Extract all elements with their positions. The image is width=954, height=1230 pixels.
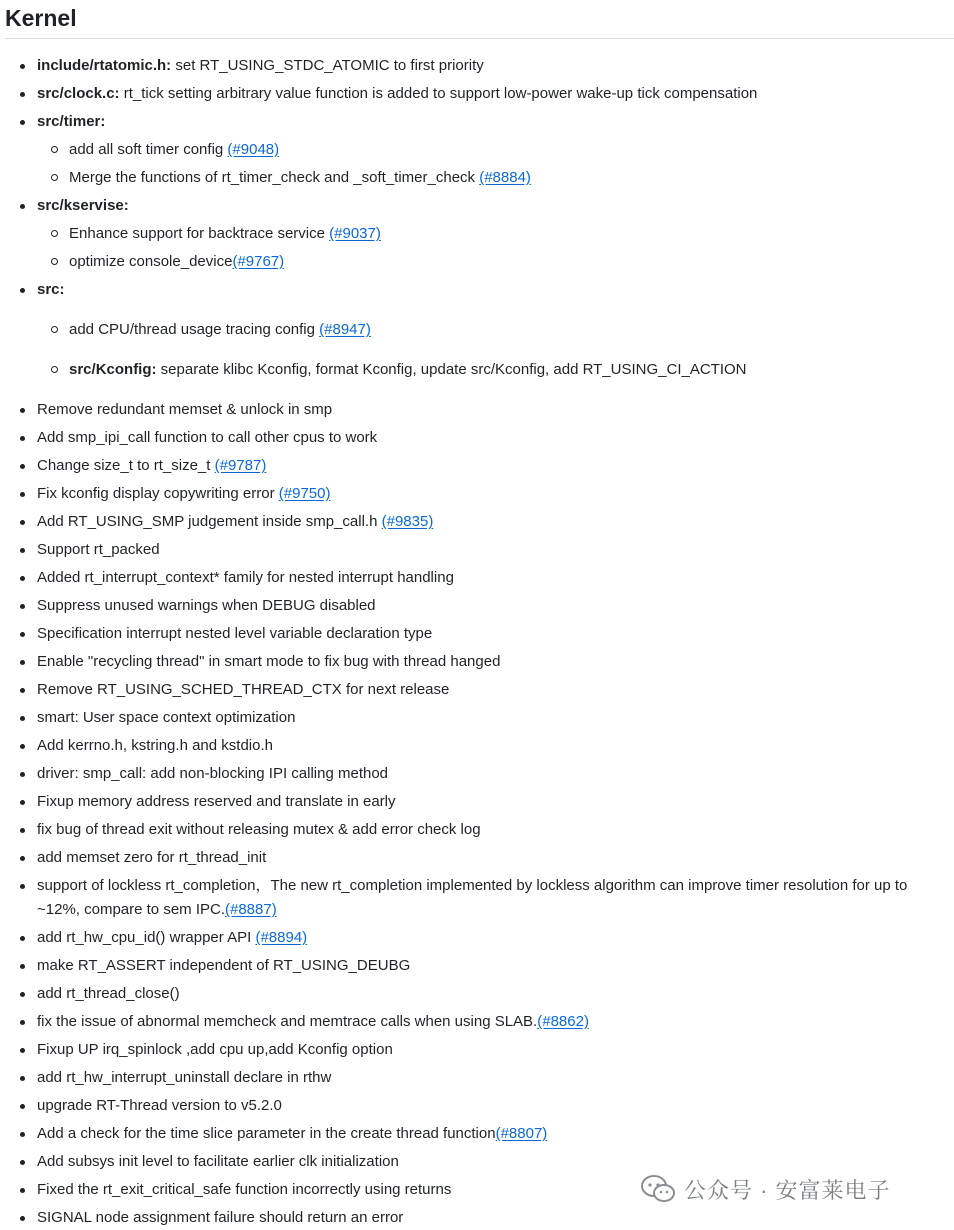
item-text: rt_tick setting arbitrary value function is added to support low-power wake-up tick compensation [119, 85, 758, 102]
bullet-disc [20, 1160, 25, 1165]
list-item [5, 1150, 954, 1174]
section-title: Kernel [5, 5, 77, 31]
list-item [5, 926, 954, 950]
list-item [5, 1066, 954, 1090]
list-item [5, 1038, 954, 1062]
item-text: separate klibc Kconfig, format Kconfig, update src/Kconfig, add RT_USING_CI_ACTION [156, 361, 747, 378]
list-item [5, 594, 954, 618]
list-item [5, 1206, 954, 1230]
item-text: add memset zero for rt_thread_init [37, 849, 267, 866]
list-item [5, 110, 954, 190]
item-text: Enable "recycling thread" in smart mode to fix bug with thread hanged [37, 653, 501, 670]
list-item [5, 954, 954, 978]
bullet-disc [20, 772, 25, 777]
item-text: Suppress unused warnings when DEBUG disabled [37, 597, 376, 614]
bullet-disc [20, 288, 25, 293]
pr-link[interactable]: (#9750) [278, 485, 331, 502]
watermark-text: 公众号 · 安富莱电子 [684, 1177, 891, 1203]
item-text: add all soft timer config [69, 141, 228, 158]
list-item [5, 1094, 954, 1118]
sub-list-item [37, 166, 954, 190]
list-item [5, 454, 954, 478]
bullet-circle [51, 258, 58, 265]
item-text: driver: smp_call: add non-blocking IPI calling method [37, 765, 389, 782]
pr-link[interactable]: (#8862) [537, 1013, 589, 1030]
list-item [5, 538, 954, 562]
bullet-disc [20, 492, 25, 497]
item-text: Fixup UP irq_spinlock ,add cpu up,add Kconfig option [37, 1041, 393, 1058]
bullet-disc [20, 1188, 25, 1193]
watermark [640, 1172, 891, 1206]
item-text: Support rt_packed [37, 541, 160, 558]
bullet-disc [20, 576, 25, 581]
item-text: optimize console_device [69, 253, 233, 270]
list-item [5, 1010, 954, 1034]
list-item [5, 398, 954, 422]
sub-list-item [37, 318, 954, 342]
item-text: fix bug of thread exit without releasing mutex & add error check log [37, 821, 481, 838]
pr-link[interactable]: (#9037) [329, 225, 381, 242]
sub-list-item [37, 358, 954, 382]
sub-list-item [37, 138, 954, 162]
list-item [5, 194, 954, 274]
pr-link[interactable]: (#8884) [479, 169, 531, 186]
bullet-disc [20, 1132, 25, 1137]
sub-list-item [37, 250, 954, 274]
sub-list [37, 318, 954, 382]
list-item [5, 54, 954, 78]
item-path: include/rtatomic.h: [37, 57, 172, 74]
bullet-circle [51, 366, 58, 373]
title-divider [5, 38, 954, 39]
list-item [5, 510, 954, 534]
bullet-disc [20, 64, 25, 69]
pr-link[interactable]: (#9048) [227, 141, 280, 158]
bullet-disc [20, 884, 25, 889]
bullet-disc [20, 408, 25, 413]
bullet-disc [20, 688, 25, 693]
list-item [5, 982, 954, 1006]
item-text: Change size_t to rt_size_t [37, 457, 215, 474]
list-item [5, 278, 954, 382]
bullet-disc [20, 520, 25, 525]
list-item [5, 650, 954, 674]
bullet-disc [20, 744, 25, 749]
bullet-disc [20, 604, 25, 609]
list-item [5, 706, 954, 730]
item-text: SIGNAL node assignment failure should return an error [37, 1209, 404, 1226]
wechat-icon [640, 1174, 676, 1204]
bullet-disc [20, 464, 25, 469]
bullet-circle [51, 326, 58, 333]
bullet-disc [20, 660, 25, 665]
bullet-disc [20, 856, 25, 861]
item-text: add rt_hw_cpu_id() wrapper API [37, 929, 256, 946]
bullet-disc [20, 436, 25, 441]
pr-link[interactable]: (#9787) [214, 457, 267, 474]
list-item [5, 82, 954, 106]
pr-link[interactable]: (#8894) [255, 929, 308, 946]
bullet-disc [20, 632, 25, 637]
list-item [5, 1122, 954, 1146]
list-item [5, 762, 954, 786]
bullet-disc [20, 120, 25, 125]
item-text: Fixed the rt_exit_critical_safe function incorrectly using returns [37, 1181, 452, 1198]
item-path: src/timer: [37, 113, 106, 130]
item-text: Fix kconfig display copywriting error [37, 485, 279, 502]
sub-list [37, 138, 954, 190]
item-text: Add RT_USING_SMP judgement inside smp_call.h [37, 513, 382, 530]
item-text: Enhance support for backtrace service [69, 225, 330, 242]
item-text: Specification interrupt nested level variable declaration type [37, 625, 433, 642]
bullet-disc [20, 936, 25, 941]
bullet-disc [20, 964, 25, 969]
pr-link[interactable]: (#8947) [319, 321, 371, 338]
bullet-disc [20, 204, 25, 209]
item-text: Added rt_interrupt_context* family for nested interrupt handling [37, 569, 454, 586]
list-item [5, 678, 954, 702]
item-text: Remove RT_USING_SCHED_THREAD_CTX for next release [37, 681, 450, 698]
list-item [5, 482, 954, 506]
item-path: src/kservise: [37, 197, 129, 214]
list-item [5, 818, 954, 842]
list-item [5, 622, 954, 646]
item-text: Merge the functions of rt_timer_check and _soft_timer_check [69, 169, 480, 186]
sub-list [37, 222, 954, 274]
item-text: set RT_USING_STDC_ATOMIC to first priority [171, 57, 484, 74]
item-text: Add kerrno.h, kstring.h and kstdio.h [37, 737, 273, 754]
sub-list-item [37, 222, 954, 246]
list-item [5, 846, 954, 870]
bullet-disc [20, 548, 25, 553]
bullet-disc [20, 828, 25, 833]
item-text: support of lockless rt_completion，The new rt_completion implemented by lockless algorithm can improve timer resolution for up to ~12%, compare to sem IPC. [37, 877, 908, 918]
bullet-disc [20, 92, 25, 97]
item-text: smart: User space context optimization [37, 709, 296, 726]
bullet-disc [20, 992, 25, 997]
pr-link[interactable]: (#9835) [381, 513, 434, 530]
bullet-circle [51, 230, 58, 237]
bullet-circle [51, 174, 58, 181]
list-item [5, 874, 954, 922]
list-item [5, 734, 954, 758]
item-text: fix the issue of abnormal memcheck and memtrace calls when using SLAB. [37, 1013, 538, 1030]
list-item [5, 790, 954, 814]
bullet-disc [20, 1076, 25, 1081]
pr-link[interactable]: (#9767) [232, 253, 285, 270]
item-text: Add a check for the time slice parameter in the create thread function [37, 1125, 496, 1142]
item-text: make RT_ASSERT independent of RT_USING_DEUBG [37, 957, 411, 974]
item-text: Fixup memory address reserved and translate in early [37, 793, 396, 810]
list-item [5, 426, 954, 450]
kernel-change-list [5, 54, 954, 1230]
item-text: add CPU/thread usage tracing config [69, 321, 320, 338]
item-path: src/Kconfig: [69, 361, 157, 378]
bullet-disc [20, 800, 25, 805]
item-text: Add smp_ipi_call function to call other cpus to work [37, 429, 378, 446]
item-text: add rt_hw_interrupt_uninstall declare in rthw [37, 1069, 332, 1086]
pr-link[interactable]: (#8807) [495, 1125, 548, 1142]
item-text: Remove redundant memset & unlock in smp [37, 401, 333, 418]
bullet-disc [20, 1048, 25, 1053]
item-path: src/clock.c: [37, 85, 120, 102]
bullet-disc [20, 716, 25, 721]
bullet-disc [20, 1216, 25, 1221]
bullet-circle [51, 146, 58, 153]
pr-link[interactable]: (#8887) [225, 901, 277, 918]
item-path: src: [37, 281, 65, 298]
item-text: add rt_thread_close() [37, 985, 180, 1002]
item-text: Add subsys init level to facilitate earlier clk initialization [37, 1153, 399, 1170]
list-item [5, 566, 954, 590]
bullet-disc [20, 1104, 25, 1109]
item-text: upgrade RT-Thread version to v5.2.0 [37, 1097, 282, 1114]
bullet-disc [20, 1020, 25, 1025]
